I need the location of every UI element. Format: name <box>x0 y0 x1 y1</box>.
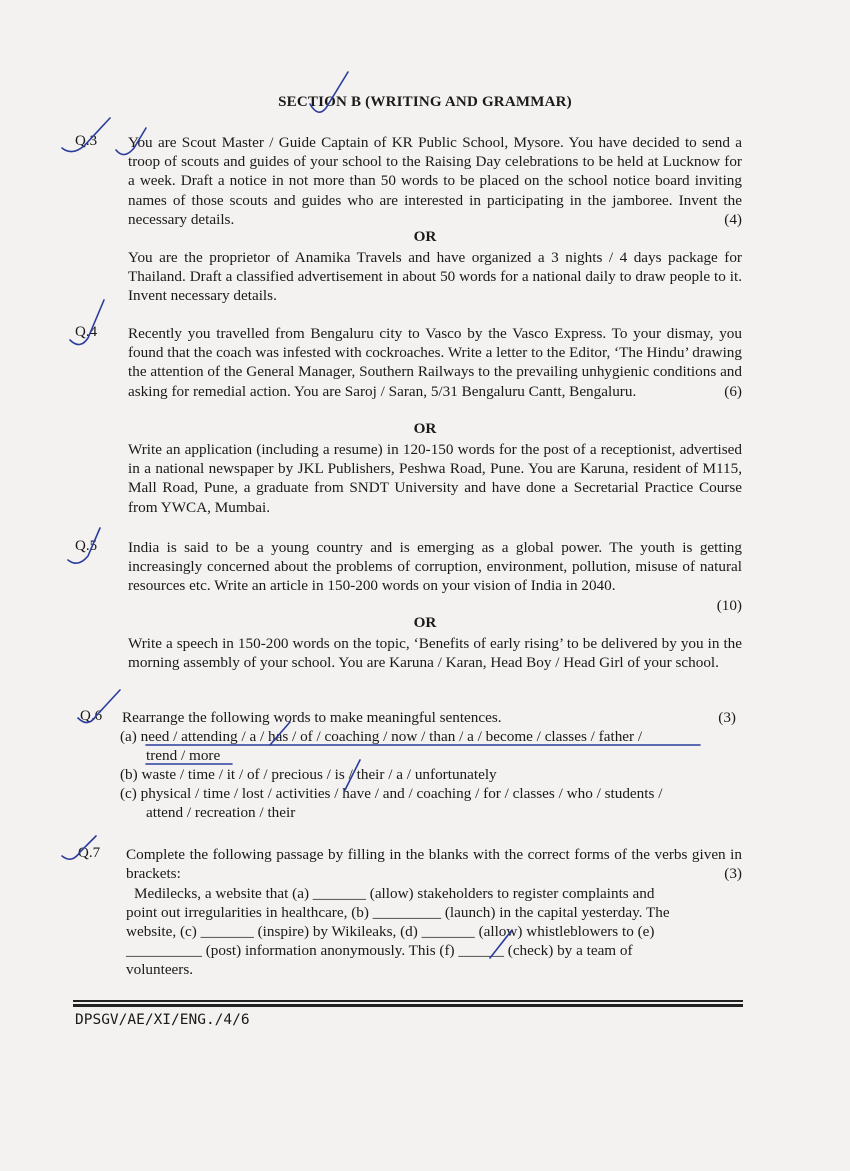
q7-passage-line-5: volunteers. <box>126 961 194 978</box>
footer-rule-thick <box>73 1004 743 1007</box>
q7-passage-line-3: website, (c) _______ (inspire) by Wikileaks, (d) _______ (allow) whistleblowers to (e) <box>126 923 655 940</box>
question-q7 <box>126 845 742 883</box>
q6-item-a: (a) need / attending / a / has / of / coaching / now / than / a / become / classes / father / <box>120 728 643 745</box>
marks-q3: (4) <box>724 210 742 228</box>
q6-item-b: (b) waste / time / it / of / precious / is / their / a / unfortunately <box>120 766 497 783</box>
question-number-q6: Q.6 <box>80 708 103 724</box>
question-number-q4: Q.4 <box>75 324 98 340</box>
question-q5-alternative: Write a speech in 150-200 words on the topic, ‘Benefits of early rising’ to be delivered by you in the morning assembly of your school. You are Karuna / Karan, Head Boy / Head Girl of your school. <box>128 635 742 672</box>
or-divider-q4: OR <box>413 420 437 437</box>
question-q4-alternative: Write an application (including a resume) in 120-150 words for the post of a receptionist, advertised in a national newspaper by JKL Publishers, Peshwa Road, Pune. You are Karuna, resident of M115, Mall Road, Pune, a graduate from SNDT University and have done a Secretarial Practice Course from YWCA, Mumbai. <box>128 441 742 516</box>
marks-q4: (6) <box>724 382 742 400</box>
q7-passage-line-1: Medilecks, a website that (a) _______ (allow) stakeholders to register complaints and <box>134 885 655 902</box>
question-number-q3: Q.3 <box>75 133 98 149</box>
question-q7-text: Complete the following passage by filling in the blanks with the correct forms of the verbs given in brackets: <box>126 846 742 883</box>
marks-q6: (3) <box>718 709 736 726</box>
question-number-q7: Q.7 <box>78 845 101 861</box>
question-q4-text: Recently you travelled from Bengaluru city to Vasco by the Vasco Express. To your dismay, you found that the coach was infested with cockroaches. Write a letter to the Editor, ‘The Hindu’ drawing the attention of the General Manager, Southern Railways to the prevailing unhygienic conditions and asking for remedial action. You are Saroj / Saran, 5/31 Bengaluru Cantt, Bengaluru. <box>128 325 742 400</box>
q6-item-c: (c) physical / time / lost / activities / have / and / coaching / for / classes / who / students / <box>120 785 663 802</box>
question-q3-alternative: You are the proprietor of Anamika Travels and have organized a 3 nights / 4 days package for Thailand. Draft a classified advertisement in about 50 words for a national daily to draw people to it. Invent necessary details. <box>128 249 742 305</box>
question-q3-text: You are Scout Master / Guide Captain of KR Public School, Mysore. You have decided to send a troop of scouts and guides of your school to the Raising Day celebrations to be held at Lucknow for a week. Draft a notice in not more than 50 words to be placed on the school notice board inviting names of those scouts and guides who are interested in participating in the jamboree. Invent the necessary details. <box>128 134 742 228</box>
question-q3 <box>128 133 742 229</box>
q7-passage-line-2: point out irregularities in healthcare, (b) _________ (launch) in the capital yesterday. The <box>126 904 670 921</box>
question-q6: Rearrange the following words to make meaningful sentences. <box>122 709 502 726</box>
or-divider-q5: OR <box>413 614 437 631</box>
question-q4 <box>128 324 742 401</box>
or-divider-q3: OR <box>413 228 437 245</box>
section-title: SECTION B (WRITING AND GRAMMAR) <box>278 94 572 110</box>
q7-passage-line-4: __________ (post) information anonymously. This (f) ______ (check) by a team of <box>126 942 633 959</box>
q6-item-a-cont: trend / more <box>146 747 221 764</box>
marks-q5: (10) <box>716 597 742 614</box>
page-code: DPSGV/AE/XI/ENG./4/6 <box>75 1012 250 1028</box>
footer-rule <box>73 1000 743 1002</box>
question-number-q5: Q.5 <box>75 538 98 554</box>
q6-item-c-cont: attend / recreation / their <box>146 804 296 821</box>
marks-q7: (3) <box>724 865 742 883</box>
question-q5: India is said to be a young country and is emerging as a global power. The youth is getting increasingly concerned about the problems of corruption, environment, pollution, misuse of natural resources etc. Write an article in 150-200 words on your vision of India in 2040. <box>128 539 742 595</box>
